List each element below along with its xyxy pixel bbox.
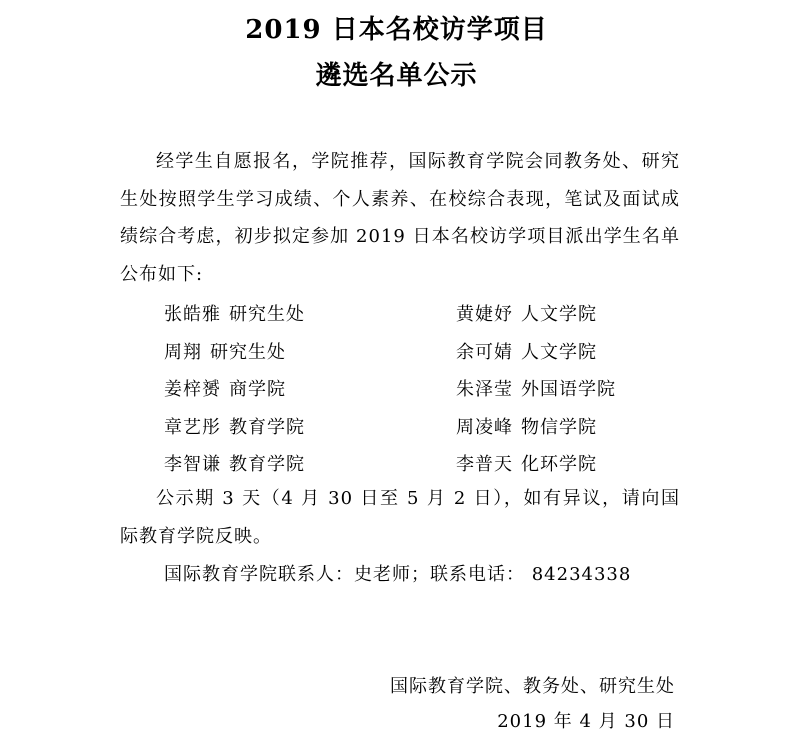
student-entry xyxy=(164,334,456,372)
student-row xyxy=(164,296,684,334)
student-name: 李智谦 xyxy=(164,454,221,475)
student-entry xyxy=(456,296,597,334)
student-unit: 化环学院 xyxy=(521,454,597,475)
student-entry xyxy=(456,334,597,372)
intro-paragraph xyxy=(120,143,680,293)
student-entry xyxy=(164,446,456,484)
student-entry xyxy=(164,409,456,447)
student-unit: 物信学院 xyxy=(521,416,597,438)
document-subtitle: 遴选名单公示 xyxy=(315,61,478,91)
signature-organization: 国际教育学院、教务处、研究生处 xyxy=(390,676,675,697)
student-unit: 教育学院 xyxy=(229,454,305,475)
notice-text: 公示期 3 天（4 月 30 日至 5 月 2 日），如有异议，请向国际教育学院反映。 xyxy=(120,488,680,547)
document-title: 2019 日本名校访学项目 xyxy=(245,15,548,45)
student-entry xyxy=(164,296,456,334)
student-row xyxy=(164,409,684,447)
student-name: 李普天 xyxy=(456,454,513,475)
student-name: 周凌峰 xyxy=(456,416,513,438)
student-entry xyxy=(456,409,597,447)
student-name: 朱泽莹 xyxy=(456,379,513,400)
notice-paragraph xyxy=(120,480,680,555)
student-unit: 人文学院 xyxy=(521,341,597,363)
student-unit: 人文学院 xyxy=(521,304,597,325)
student-entry xyxy=(164,371,456,409)
student-unit: 研究生处 xyxy=(229,304,305,325)
student-unit: 商学院 xyxy=(229,379,286,400)
student-row xyxy=(164,334,684,372)
student-row xyxy=(164,446,684,484)
student-name: 余可婧 xyxy=(456,341,513,363)
student-name: 周翔 xyxy=(164,341,202,363)
student-name: 张皓雅 xyxy=(164,304,221,325)
student-name: 黄婕妤 xyxy=(456,304,513,325)
contact-line: 国际教育学院联系人：史老师；联系电话： 84234338 xyxy=(164,564,632,585)
student-entry xyxy=(456,446,597,484)
student-unit: 教育学院 xyxy=(229,416,305,438)
intro-text: 经学生自愿报名，学院推荐，国际教育学院会同教务处、研究生处按照学生学习成绩、个人素养、在校综合表现，笔试及面试成绩综合考虑，初步拟定参加 2019 日本名校访学项目派出学生名单公布如下: xyxy=(120,151,680,285)
student-list xyxy=(164,296,684,484)
student-row xyxy=(164,371,684,409)
student-name: 章艺彤 xyxy=(164,416,221,438)
student-entry xyxy=(456,371,616,409)
signature-date: 2019 年 4 月 30 日 xyxy=(497,711,675,732)
student-name: 姜梓赟 xyxy=(164,379,221,400)
student-unit: 外国语学院 xyxy=(521,379,616,400)
student-unit: 研究生处 xyxy=(210,341,286,363)
